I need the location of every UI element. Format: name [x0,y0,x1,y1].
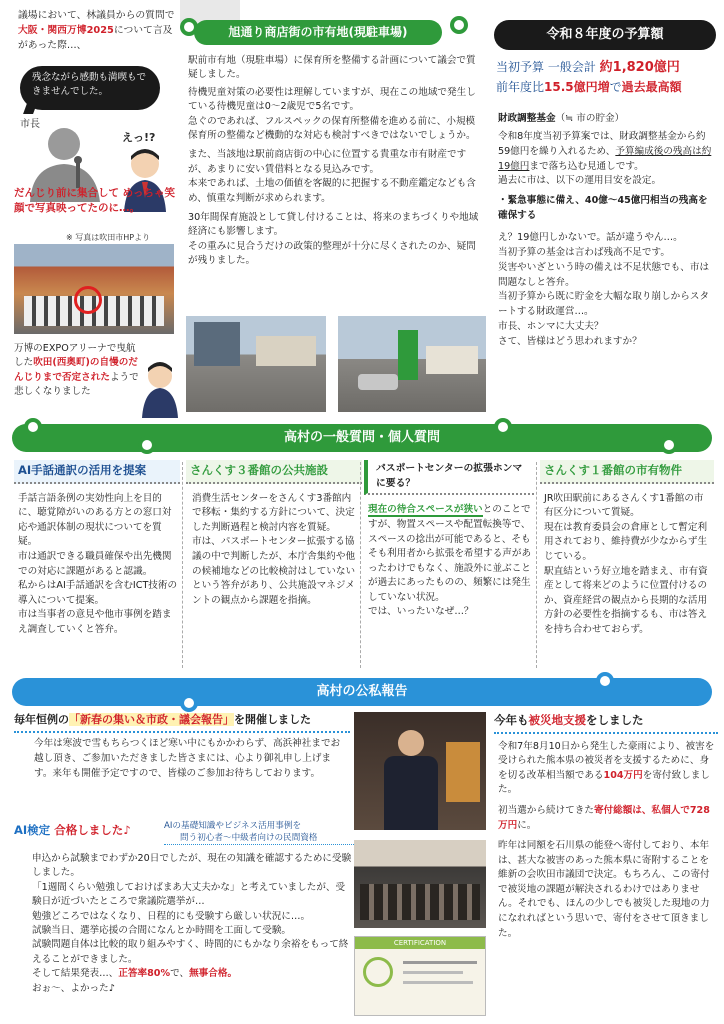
cert-line [403,961,477,964]
para: 勉強どころではなくなり、日程的にも受験すら厳しい状況に…。 [32,910,311,922]
section-title: 旭通り商店街の市有地(現駐車場) [194,20,442,45]
para: 「1週間くらい勉強しておけばまあ大丈夫かな」と考えていましたが、受験日が近づいたところで衆議院選挙が… [32,881,346,908]
cert-label: CERTIFICATION [355,937,485,949]
sad-man-icon [140,360,180,418]
building [256,336,316,366]
building [426,346,478,374]
budget-para: え？19億円しかないで。話が違うやん…。 [498,232,683,244]
para: 駅直結という好立地を踏まえ、市有資産として将来どのように位置付けるのか、資産経営の観点から長期的な活用方針の必要性を指摘するも、市は答えを持ち合わせておらず。 [544,565,708,635]
budget-para: 市長、ホンマに大丈夫？ [498,321,604,333]
budget-para: 災害やいざという時の備えは不足状態でも、市は問題なしと答弁。 [498,261,710,288]
ai-body [32,852,354,999]
decor-dot [138,436,156,454]
event-report [14,712,350,812]
para: 現在の待合スペースが狭いとのことですが、物置スペースや配置転換等で、スペースの捻出が可能であると、そもそも利用者から拡張を希望する声があったわけでもなく、施設外に並ぶことが過去にあったものの、頻繁には発生していない状況。 [368,504,532,603]
decor-dot [450,16,468,34]
budget-title: 令和８年度の予算額 [494,20,716,50]
danjiri-photo [14,244,174,334]
fund-para: 令和8年度当初予算案では、財政調整基金から約59億円を繰り入れるため、予算編成後の残高は約19億円まで落ち込む見通しです。 [498,130,712,172]
budget-line-2: 前年度比15.5億円増で過去最高額 [496,80,682,95]
para: では、いったいなぜ…？ [368,606,474,618]
car [358,374,398,390]
para: JR吹田駅前にあるさんくす1番館の市有区分について質疑。 [544,492,704,519]
ai-cert-report [14,818,354,1018]
col-body [364,495,534,620]
photo-note: ※ 写真は吹田市HPより [66,233,151,242]
budget-para: さて、皆様はどう思われますか？ [498,336,642,348]
para: 昨年は同額を石川県の能登へ寄付しており、本年は、甚大な被害のあった熊本県に寄附することを 維新の会吹田市議団で決定。もちろん、この寄付で被災地の課題が解決されるわけではありません。それでも、ほんの少しでも被災した現地の力になれればという思いで、寄付をさせて頂きました。 [498,840,710,939]
cert-logo-icon [363,957,393,987]
highlight-circle [74,286,102,314]
col-body [540,484,714,638]
para: 本来であれば、土地の価値を客観的に把握する不動産鑑定なども含め、慎重な判断が求められます。 [188,178,476,204]
para: 私からはAI手話通訳を含むICT技術の導入について提案。 [18,580,178,606]
para: 市は当事者の意見や他市事例を踏まえ調査していくと答弁。 [18,609,172,635]
para: そして結果発表…、正答率80%で、無事合格。 [32,968,238,980]
question-col-3 [364,460,534,670]
red-caption: だんじり前に集合して めっちゃ笑顔で写真映ってたのに…。 [14,187,176,214]
col-title: さんくす３番館の公共施設 [186,460,362,484]
para: 消費生活センターをさんくす3番館内で移転・集約する方針について、決定した判断過程と検討内容を質疑。 [192,492,355,533]
speech-photo [354,712,486,830]
station-text [188,54,484,271]
fund-heading: 財政調整基金（≒ 市の貯金） [498,113,625,124]
banner-title: 高村の公私報告 [316,684,408,699]
station-land-section [184,18,489,418]
para: 30年間保育施設として貸し付けることは、将来のまちづくりや地域経済にも影響します。 [188,211,479,238]
caption-2: 万博のEXPOアリーナで曳航した吹田(西奥町)の自慢のだんじりまで否定されたようで悲しくなりました [14,343,139,398]
support-report [494,712,718,1022]
event-title: 毎年恒例の「新春の集い＆市政・議会報告」を開催しました [14,712,350,733]
col-title: さんくす１番館の市有物件 [540,460,714,484]
para: 現在は教育委員会の倉庫として暫定利用されており、維持費が少なからず生じている。 [544,521,708,562]
banner-stand [446,742,480,802]
para: 手話言語条例の実効性向上を目的に、聴覚障がいのある方との窓口対応や通訳体制の現状についてを質疑。 [18,492,172,548]
budget-para: 当初予算から既に貯金を大幅な取り崩しからスタートする財政運営…。 [498,291,710,318]
col-title: AI手話通訳の活用を提案 [14,460,180,484]
para: その重みに見合うだけの政策的整理が十分に尽くされたのか、疑問が残りました。 [188,240,476,267]
ai-subtitle: AIの基礎知識やビジネス活用事例を 問う初心者〜中級者向けの民間資格 [164,820,354,845]
audience-photo [354,840,486,928]
budget-para: 当初予算の基金は言わば残高不足です。 [498,246,670,258]
question-col-1 [14,460,180,670]
col-title: パスポートセンターの拡張ホンマに要る？ [364,460,534,495]
audience [360,884,480,920]
budget-line-1: 当初予算 一般会計 約1,820億円 [496,60,680,75]
decor-dot [24,418,42,436]
parking-photo-1 [186,316,326,412]
ee-label: えっ!? [122,131,156,144]
speaker-body [384,756,438,830]
cert-line [403,971,463,974]
para: 試験当日、選挙応援の合間になんとか時間を工面して受験。 [32,924,292,936]
para: おぉ〜、よかった♪ [32,982,115,994]
para: また、当該地は駅前商店街の中心に位置する貴重な市有財産ですが、あまりに安い賃借料となる見込みです。 [188,149,467,175]
para: 駅前市有地（現駐車場）に保育所を整備する計画について議会で質疑しました。 [188,55,476,81]
intro-text: 議場において、林議員からの質問で大阪・関西万博2025について言及があった際…、 [18,10,175,52]
para: 待機児童対策の必要性は理解していますが、現在この地域で発生している待機児童は0〜2歳児で5名です。 [188,86,476,113]
para: 試験問題自体は比較的取り組みやすく、時間的にもかなり余裕をもって終えることができました。 [32,939,349,965]
top-left-section [0,0,180,410]
banner-title: 高村の一般質問・個人質問 [283,430,440,445]
support-body [494,734,718,942]
speaker-head [398,730,424,756]
divider [182,462,183,668]
divider [360,462,361,668]
general-question-banner [12,424,712,452]
building [194,322,240,366]
decor-dot [660,436,678,454]
support-title: 今年も被災地支援をしました [494,712,718,734]
para: 市は、パスポートセンター拡張する協議の中で判断したが、本庁舎集約や他の候補地などの比較検討はしていないという答弁があり、公共施設マネジメントの観点から課題を指摘。 [192,536,356,606]
para: 市は通訳できる職員確保や出先機関での対応に課題があると認識。 [18,550,172,577]
fund-bullet: ・緊急事態に備え、40億〜45億円相当の残高を確保する [498,195,708,222]
speech-bubble: 残念ながら感動も満喫もできませんでした。 [20,66,160,110]
para: 初当選から続けてきた寄付総額は、私個人で728万円に。 [498,804,710,831]
ai-title: AI検定 合格しました♪ [14,823,131,837]
parking-photo-2 [338,316,486,412]
decor-dot [494,418,512,436]
para: 申込から試験までわずか20日でしたが、現在の知識を確認するために受験しました。 [32,853,352,879]
para: 令和7年8月10日から発生した豪雨により、被害を受けられた熊本県の被災者を支援するために、身を切る改革相当額である104万円を寄付致しました。 [498,740,715,796]
certificate-image [354,936,486,1016]
cert-line [403,981,473,984]
mayor-label: 市長 [20,119,40,130]
col-body [186,484,362,609]
decor-dot [596,672,614,690]
divider [536,462,537,668]
fund-para-2: 過去に市は、以下の運用目安を設定。 [498,175,662,187]
budget-headline [496,58,718,97]
event-text: 今年は寒波で雪もちらつくほど寒い中にもかかわらず、高浜神社までお越し頂き、ご参加いただきました皆さまには、心より御礼申し上げます。来年も開催予定ですので、皆様のご参加お待ちしております。 [34,737,341,779]
col-body [14,484,180,638]
question-col-4 [540,460,714,670]
budget-section [494,18,720,418]
decor-dot [180,694,198,712]
para: 急ぐのであれば、フルスペックの保育所整備を進める前に、小規模保育所の整備など機動的な対応も検討すべきではないでしょうか。 [188,115,476,141]
parking-sign [398,330,418,380]
budget-body [498,112,716,353]
question-col-2 [186,460,362,670]
